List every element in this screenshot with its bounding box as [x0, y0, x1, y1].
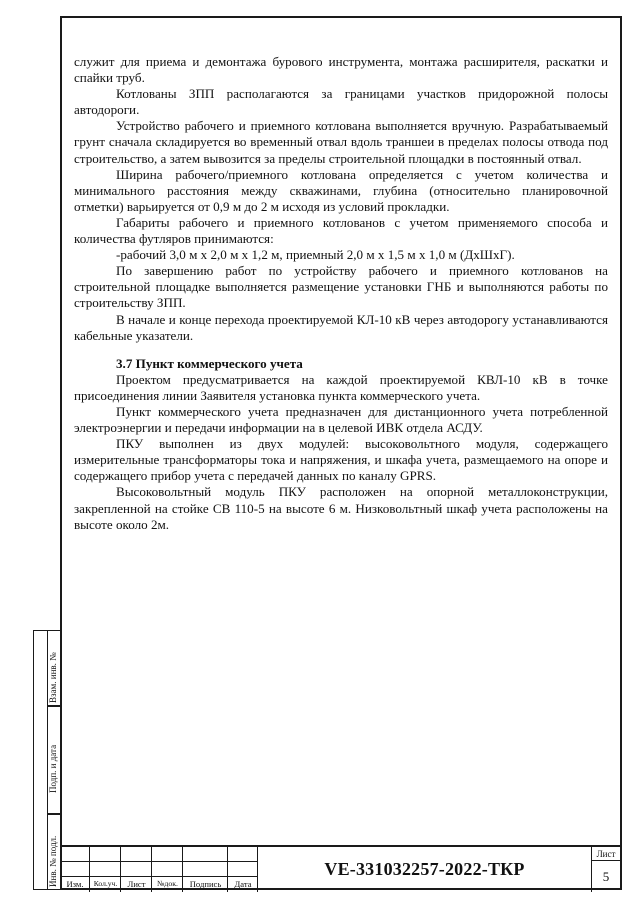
vzam-inv-label: Взам. инв. № [48, 652, 58, 703]
document-body [74, 54, 608, 533]
col-header-list: Лист [127, 879, 146, 889]
paragraph: ПКУ выполнен из двух модулей: высоковольтного модуля, содержащего измерительные трансформаторы тока и напряжения, и шкафа учета, размещаемого на опоре и содержащего прибор учета с передачей данных по каналу GPRS. [74, 436, 608, 484]
paragraph: Котлованы ЗПП располагаются за границами участков придорожной полосы автодороги. [74, 86, 608, 118]
paragraph: Высоковольтный модуль ПКУ расположен на опорной металлоконструкции, закрепленной на стойке СВ 110-5 на высоте 6 м. Низковольтный шкаф учета расположены на высоте около 2м. [74, 484, 608, 532]
sheet-number: 5 [602, 868, 610, 884]
margin-stamp-outer-column [33, 630, 47, 890]
col-header-izm: Изм. [66, 879, 84, 889]
margin-stamp [33, 630, 60, 890]
row-line [60, 876, 258, 877]
podp-data-label: Подп. и дата [48, 744, 58, 793]
paragraph: Ширина рабочего/приемного котлована определяется с учетом количества и минимального расстояния между скважинами, глубина (относительно планировочной отметки) варьируется от 0,9 м до 2 м исходя из условий прокладки. [74, 166, 608, 214]
vzam-inv-cell [47, 630, 60, 706]
paragraph: В начале и конце перехода проектируемой КЛ-10 кВ через автодорогу устанавливаются кабельные указатели. [74, 311, 608, 343]
paragraph: Габариты рабочего и приемного котлованов с учетом применяемого способа и количества футляров принимаются: [74, 214, 608, 247]
paragraph: Устройство рабочего и приемного котлована выполняется вручную. Разрабатываемый грунт сначала складируется во временный отвал вдоль траншеи в пределах полосы отвода под строительство, а затем вывозится за пределы строительной площадки в постоянный отвал. [74, 118, 608, 166]
paragraph: По завершению работ по устройству рабочего и приемного котлованов на строительной площадке выполняется размещение установки ГНБ и выполняются работы по строительству ЗПП. [74, 263, 608, 311]
inv-podl-cell [47, 814, 60, 890]
col-header-data: Дата [234, 879, 252, 889]
paragraph: Пункт коммерческого учета предназначен для дистанционного учета потребленной электроэнергии и передачи информации на в целевой ИВК отдела АСДУ. [74, 403, 608, 436]
podp-data-cell [47, 706, 60, 814]
col-header-kol-uch: Кол.уч. [93, 879, 118, 888]
inv-podl-label: Инв. № подл. [48, 835, 58, 887]
col-header-ndok: №док. [156, 879, 179, 888]
paragraph: -рабочий 3,0 м х 2,0 м х 1,2 м, приемный 2,0 м х 1,5 м х 1,0 м (ДхШхГ). [116, 247, 515, 263]
document-code: VE-331032257-2022-ТКР [258, 847, 592, 892]
paragraph: служит для приема и демонтажа бурового инструмента, монтажа расширителя, раскатки и спайки труб. [74, 54, 608, 86]
sheet-label: Лист [592, 847, 620, 861]
section-heading: 3.7 Пункт коммерческого учета [116, 355, 303, 371]
title-block [60, 845, 622, 890]
paragraph: Проектом предусматривается на каждой проектируемой КВЛ-10 кВ в точке присоединения линии Заявителя установка пункта коммерческого учета. [74, 371, 608, 403]
col-header-podpis: Подпись [189, 879, 222, 889]
row-line [60, 861, 258, 862]
